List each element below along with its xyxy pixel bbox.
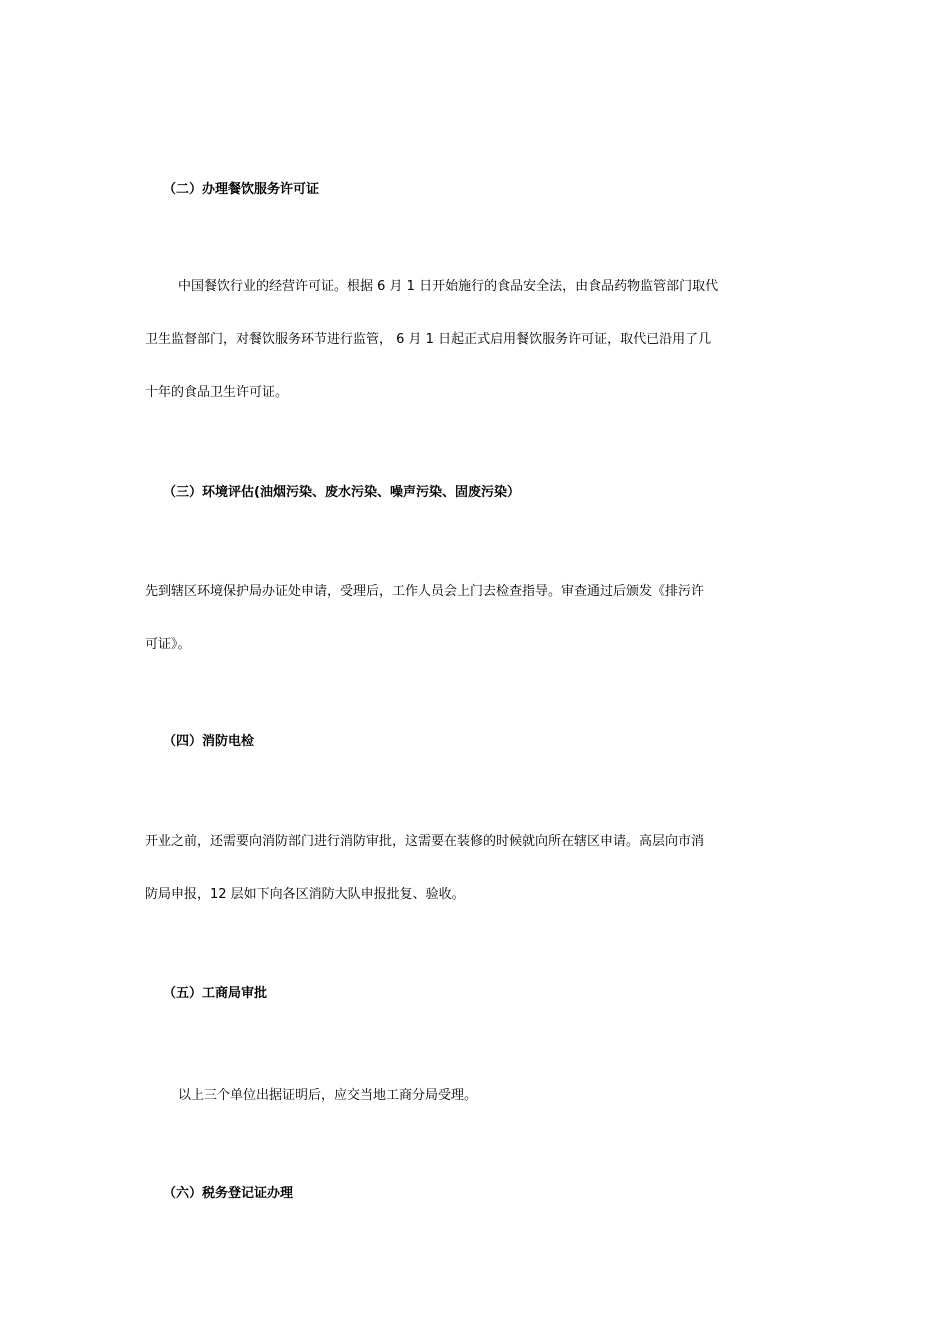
section-heading-6: （六）税务登记证办理: [163, 1186, 294, 1201]
section-heading-4: （四）消防电检: [163, 734, 255, 749]
section-body-2: [145, 260, 805, 419]
section-body-3: [145, 565, 805, 671]
text-line: 防局申报，12 层如下向各区消防大队申报批复、验收。: [145, 887, 465, 902]
section-heading-5: （五）工商局审批: [163, 986, 268, 1001]
text-line: 可证》。: [145, 637, 191, 652]
text-line: 卫生监督部门，对餐饮服务环节进行监管， 6 月 1 日起正式启用餐饮服务许可证，取代已沿用了几: [145, 332, 712, 347]
text-line: 中国餐饮行业的经营许可证。根据 6 月 1 日开始施行的食品安全法，由食品药物监管部门取代: [178, 279, 719, 294]
text-line: 以上三个单位出据证明后，应交当地工商分局受理。: [178, 1088, 478, 1103]
section-body-4: [145, 815, 805, 921]
section-body-5: [145, 1069, 805, 1122]
text-line: 开业之前，还需要向消防部门进行消防审批，这需要在装修的时候就向所在辖区申请。高层向市消: [145, 834, 705, 849]
section-heading-2: （二）办理餐饮服务许可证: [163, 182, 320, 197]
text-line: 十年的食品卫生许可证。: [145, 385, 289, 400]
text-line: 先到辖区环境保护局办证处申请，受理后，工作人员会上门去检查指导。审查通过后颁发《排污许: [145, 584, 705, 599]
section-heading-3: （三）环境评估(油烟污染、废水污染、噪声污染、固废污染）: [163, 485, 520, 500]
